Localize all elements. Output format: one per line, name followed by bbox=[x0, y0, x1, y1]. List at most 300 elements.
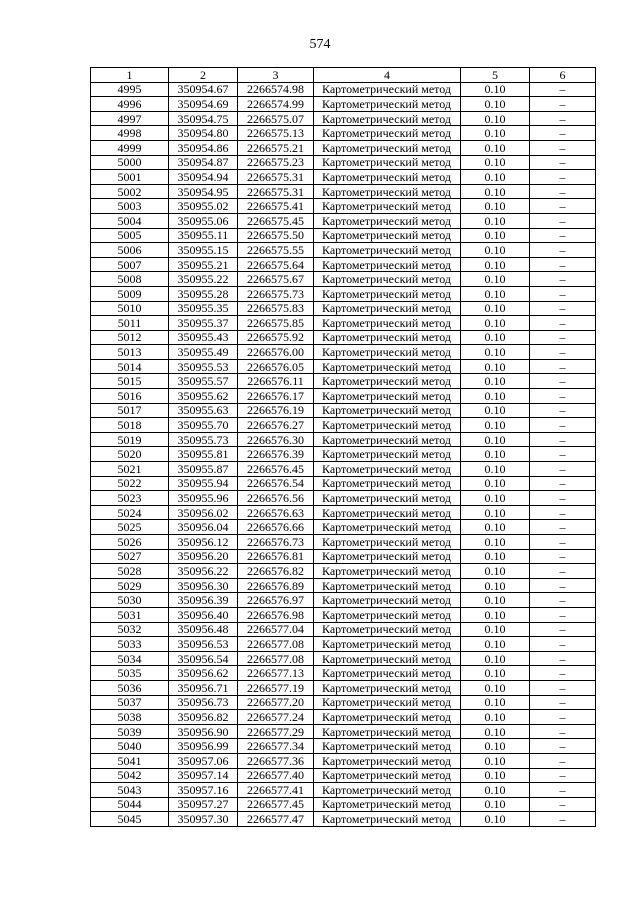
table-row bbox=[91, 680, 596, 695]
table-row bbox=[91, 753, 596, 768]
y-coordinate-cell: 2266577.47 bbox=[238, 812, 314, 827]
table-row bbox=[91, 535, 596, 550]
x-coordinate-cell: 350954.75 bbox=[169, 111, 238, 126]
point-number-cell: 5030 bbox=[91, 593, 169, 608]
y-coordinate-cell: 2266575.85 bbox=[238, 316, 314, 331]
method-cell: Картометрический метод bbox=[314, 257, 461, 272]
method-cell: Картометрический метод bbox=[314, 243, 461, 258]
x-coordinate-cell: 350956.54 bbox=[169, 651, 238, 666]
y-coordinate-cell: 2266576.19 bbox=[238, 403, 314, 418]
y-coordinate-cell: 2266577.34 bbox=[238, 739, 314, 754]
note-cell: – bbox=[530, 710, 596, 725]
x-coordinate-cell: 350957.27 bbox=[169, 797, 238, 812]
method-cell: Картометрический метод bbox=[314, 462, 461, 477]
page-number: 574 bbox=[309, 37, 331, 52]
accuracy-cell: 0.10 bbox=[461, 637, 530, 652]
method-cell: Картометрический метод bbox=[314, 213, 461, 228]
x-coordinate-cell: 350955.63 bbox=[169, 403, 238, 418]
accuracy-cell: 0.10 bbox=[461, 126, 530, 141]
table-row bbox=[91, 111, 596, 126]
x-coordinate-cell: 350954.87 bbox=[169, 155, 238, 170]
method-cell: Картометрический метод bbox=[314, 359, 461, 374]
point-number-cell: 5019 bbox=[91, 432, 169, 447]
method-cell: Картометрический метод bbox=[314, 301, 461, 316]
accuracy-cell: 0.10 bbox=[461, 316, 530, 331]
table-row bbox=[91, 607, 596, 622]
note-cell: – bbox=[530, 680, 596, 695]
point-number-cell: 5034 bbox=[91, 651, 169, 666]
point-number-cell: 5015 bbox=[91, 374, 169, 389]
point-number-cell: 5002 bbox=[91, 184, 169, 199]
table-row bbox=[91, 520, 596, 535]
x-coordinate-cell: 350954.94 bbox=[169, 170, 238, 185]
x-coordinate-cell: 350956.20 bbox=[169, 549, 238, 564]
point-number-cell: 5039 bbox=[91, 724, 169, 739]
accuracy-cell: 0.10 bbox=[461, 389, 530, 404]
y-coordinate-cell: 2266575.45 bbox=[238, 213, 314, 228]
accuracy-cell: 0.10 bbox=[461, 374, 530, 389]
table-row bbox=[91, 724, 596, 739]
method-cell: Картометрический метод bbox=[314, 753, 461, 768]
method-cell: Картометрический метод bbox=[314, 637, 461, 652]
accuracy-cell: 0.10 bbox=[461, 622, 530, 637]
method-cell: Картометрический метод bbox=[314, 593, 461, 608]
y-coordinate-cell: 2266576.00 bbox=[238, 345, 314, 360]
method-cell: Картометрический метод bbox=[314, 491, 461, 506]
note-cell: – bbox=[530, 286, 596, 301]
note-cell: – bbox=[530, 82, 596, 97]
table-row bbox=[91, 243, 596, 258]
table-row bbox=[91, 622, 596, 637]
accuracy-cell: 0.10 bbox=[461, 812, 530, 827]
x-coordinate-cell: 350956.53 bbox=[169, 637, 238, 652]
accuracy-cell: 0.10 bbox=[461, 243, 530, 258]
method-cell: Картометрический метод bbox=[314, 680, 461, 695]
accuracy-cell: 0.10 bbox=[461, 710, 530, 725]
accuracy-cell: 0.10 bbox=[461, 505, 530, 520]
accuracy-cell: 0.10 bbox=[461, 593, 530, 608]
note-cell: – bbox=[530, 753, 596, 768]
y-coordinate-cell: 2266575.92 bbox=[238, 330, 314, 345]
note-cell: – bbox=[530, 155, 596, 170]
accuracy-cell: 0.10 bbox=[461, 768, 530, 783]
note-cell: – bbox=[530, 549, 596, 564]
table-row bbox=[91, 505, 596, 520]
x-coordinate-cell: 350954.69 bbox=[169, 97, 238, 112]
x-coordinate-cell: 350955.21 bbox=[169, 257, 238, 272]
x-coordinate-cell: 350956.40 bbox=[169, 607, 238, 622]
note-cell: – bbox=[530, 330, 596, 345]
y-coordinate-cell: 2266577.08 bbox=[238, 637, 314, 652]
y-coordinate-cell: 2266575.23 bbox=[238, 155, 314, 170]
point-number-cell: 5043 bbox=[91, 783, 169, 798]
point-number-cell: 5032 bbox=[91, 622, 169, 637]
accuracy-cell: 0.10 bbox=[461, 651, 530, 666]
y-coordinate-cell: 2266576.11 bbox=[238, 374, 314, 389]
note-cell: – bbox=[530, 724, 596, 739]
table-row bbox=[91, 97, 596, 112]
y-coordinate-cell: 2266576.39 bbox=[238, 447, 314, 462]
table-row bbox=[91, 710, 596, 725]
note-cell: – bbox=[530, 316, 596, 331]
method-cell: Картометрический метод bbox=[314, 432, 461, 447]
accuracy-cell: 0.10 bbox=[461, 155, 530, 170]
x-coordinate-cell: 350955.87 bbox=[169, 462, 238, 477]
x-coordinate-cell: 350955.43 bbox=[169, 330, 238, 345]
y-coordinate-cell: 2266576.63 bbox=[238, 505, 314, 520]
point-number-cell: 5007 bbox=[91, 257, 169, 272]
method-cell: Картометрический метод bbox=[314, 535, 461, 550]
x-coordinate-cell: 350956.22 bbox=[169, 564, 238, 579]
method-cell: Картометрический метод bbox=[314, 447, 461, 462]
table-row bbox=[91, 389, 596, 404]
table-row bbox=[91, 155, 596, 170]
point-number-cell: 5022 bbox=[91, 476, 169, 491]
table-row bbox=[91, 403, 596, 418]
column-header: 6 bbox=[530, 68, 596, 83]
y-coordinate-cell: 2266577.13 bbox=[238, 666, 314, 681]
method-cell: Картометрический метод bbox=[314, 374, 461, 389]
coordinates-table bbox=[90, 67, 596, 827]
note-cell: – bbox=[530, 651, 596, 666]
table-row bbox=[91, 140, 596, 155]
note-cell: – bbox=[530, 607, 596, 622]
column-header: 4 bbox=[314, 68, 461, 83]
table-row bbox=[91, 593, 596, 608]
note-cell: – bbox=[530, 768, 596, 783]
point-number-cell: 5020 bbox=[91, 447, 169, 462]
method-cell: Картометрический метод bbox=[314, 607, 461, 622]
x-coordinate-cell: 350955.11 bbox=[169, 228, 238, 243]
x-coordinate-cell: 350956.39 bbox=[169, 593, 238, 608]
y-coordinate-cell: 2266576.81 bbox=[238, 549, 314, 564]
note-cell: – bbox=[530, 126, 596, 141]
point-number-cell: 5013 bbox=[91, 345, 169, 360]
y-coordinate-cell: 2266576.73 bbox=[238, 535, 314, 550]
method-cell: Картометрический метод bbox=[314, 389, 461, 404]
point-number-cell: 5009 bbox=[91, 286, 169, 301]
point-number-cell: 5036 bbox=[91, 680, 169, 695]
method-cell: Картометрический метод bbox=[314, 184, 461, 199]
y-coordinate-cell: 2266576.97 bbox=[238, 593, 314, 608]
method-cell: Картометрический метод bbox=[314, 520, 461, 535]
accuracy-cell: 0.10 bbox=[461, 797, 530, 812]
note-cell: – bbox=[530, 432, 596, 447]
accuracy-cell: 0.10 bbox=[461, 578, 530, 593]
x-coordinate-cell: 350955.35 bbox=[169, 301, 238, 316]
point-number-cell: 5028 bbox=[91, 564, 169, 579]
table-row bbox=[91, 199, 596, 214]
x-coordinate-cell: 350956.12 bbox=[169, 535, 238, 550]
x-coordinate-cell: 350957.06 bbox=[169, 753, 238, 768]
accuracy-cell: 0.10 bbox=[461, 695, 530, 710]
point-number-cell: 4999 bbox=[91, 140, 169, 155]
method-cell: Картометрический метод bbox=[314, 140, 461, 155]
point-number-cell: 5026 bbox=[91, 535, 169, 550]
point-number-cell: 4998 bbox=[91, 126, 169, 141]
accuracy-cell: 0.10 bbox=[461, 403, 530, 418]
x-coordinate-cell: 350955.02 bbox=[169, 199, 238, 214]
x-coordinate-cell: 350955.28 bbox=[169, 286, 238, 301]
method-cell: Картометрический метод bbox=[314, 666, 461, 681]
table-header-row bbox=[91, 68, 596, 83]
point-number-cell: 5041 bbox=[91, 753, 169, 768]
table-row bbox=[91, 491, 596, 506]
table-row bbox=[91, 257, 596, 272]
point-number-cell: 5044 bbox=[91, 797, 169, 812]
note-cell: – bbox=[530, 476, 596, 491]
method-cell: Картометрический метод bbox=[314, 170, 461, 185]
note-cell: – bbox=[530, 140, 596, 155]
point-number-cell: 5035 bbox=[91, 666, 169, 681]
note-cell: – bbox=[530, 447, 596, 462]
accuracy-cell: 0.10 bbox=[461, 418, 530, 433]
point-number-cell: 5045 bbox=[91, 812, 169, 827]
point-number-cell: 5018 bbox=[91, 418, 169, 433]
x-coordinate-cell: 350956.30 bbox=[169, 578, 238, 593]
accuracy-cell: 0.10 bbox=[461, 359, 530, 374]
x-coordinate-cell: 350955.62 bbox=[169, 389, 238, 404]
x-coordinate-cell: 350954.80 bbox=[169, 126, 238, 141]
point-number-cell: 5001 bbox=[91, 170, 169, 185]
x-coordinate-cell: 350955.70 bbox=[169, 418, 238, 433]
table-row bbox=[91, 462, 596, 477]
y-coordinate-cell: 2266576.05 bbox=[238, 359, 314, 374]
column-header: 3 bbox=[238, 68, 314, 83]
method-cell: Картометрический метод bbox=[314, 272, 461, 287]
note-cell: – bbox=[530, 637, 596, 652]
table-row bbox=[91, 213, 596, 228]
table-row bbox=[91, 170, 596, 185]
table-row bbox=[91, 432, 596, 447]
accuracy-cell: 0.10 bbox=[461, 286, 530, 301]
accuracy-cell: 0.10 bbox=[461, 739, 530, 754]
accuracy-cell: 0.10 bbox=[461, 680, 530, 695]
method-cell: Картометрический метод bbox=[314, 783, 461, 798]
accuracy-cell: 0.10 bbox=[461, 753, 530, 768]
x-coordinate-cell: 350955.57 bbox=[169, 374, 238, 389]
table-body bbox=[91, 82, 596, 826]
y-coordinate-cell: 2266576.45 bbox=[238, 462, 314, 477]
point-number-cell: 5004 bbox=[91, 213, 169, 228]
accuracy-cell: 0.10 bbox=[461, 783, 530, 798]
method-cell: Картометрический метод bbox=[314, 476, 461, 491]
point-number-cell: 5038 bbox=[91, 710, 169, 725]
method-cell: Картометрический метод bbox=[314, 82, 461, 97]
accuracy-cell: 0.10 bbox=[461, 447, 530, 462]
table-row bbox=[91, 418, 596, 433]
accuracy-cell: 0.10 bbox=[461, 549, 530, 564]
point-number-cell: 5021 bbox=[91, 462, 169, 477]
table-row bbox=[91, 184, 596, 199]
accuracy-cell: 0.10 bbox=[461, 228, 530, 243]
note-cell: – bbox=[530, 389, 596, 404]
x-coordinate-cell: 350956.82 bbox=[169, 710, 238, 725]
note-cell: – bbox=[530, 111, 596, 126]
method-cell: Картометрический метод bbox=[314, 403, 461, 418]
point-number-cell: 5029 bbox=[91, 578, 169, 593]
table-row bbox=[91, 812, 596, 827]
table-row bbox=[91, 447, 596, 462]
method-cell: Картометрический метод bbox=[314, 710, 461, 725]
y-coordinate-cell: 2266576.98 bbox=[238, 607, 314, 622]
y-coordinate-cell: 2266574.98 bbox=[238, 82, 314, 97]
column-header: 2 bbox=[169, 68, 238, 83]
note-cell: – bbox=[530, 257, 596, 272]
x-coordinate-cell: 350957.16 bbox=[169, 783, 238, 798]
accuracy-cell: 0.10 bbox=[461, 213, 530, 228]
y-coordinate-cell: 2266575.21 bbox=[238, 140, 314, 155]
point-number-cell: 5023 bbox=[91, 491, 169, 506]
y-coordinate-cell: 2266575.13 bbox=[238, 126, 314, 141]
note-cell: – bbox=[530, 695, 596, 710]
method-cell: Картометрический метод bbox=[314, 812, 461, 827]
note-cell: – bbox=[530, 593, 596, 608]
method-cell: Картометрический метод bbox=[314, 330, 461, 345]
x-coordinate-cell: 350956.62 bbox=[169, 666, 238, 681]
y-coordinate-cell: 2266574.99 bbox=[238, 97, 314, 112]
table-row bbox=[91, 301, 596, 316]
note-cell: – bbox=[530, 301, 596, 316]
note-cell: – bbox=[530, 228, 596, 243]
y-coordinate-cell: 2266576.89 bbox=[238, 578, 314, 593]
method-cell: Картометрический метод bbox=[314, 126, 461, 141]
accuracy-cell: 0.10 bbox=[461, 476, 530, 491]
x-coordinate-cell: 350955.37 bbox=[169, 316, 238, 331]
note-cell: – bbox=[530, 272, 596, 287]
x-coordinate-cell: 350955.53 bbox=[169, 359, 238, 374]
x-coordinate-cell: 350956.71 bbox=[169, 680, 238, 695]
note-cell: – bbox=[530, 374, 596, 389]
accuracy-cell: 0.10 bbox=[461, 535, 530, 550]
note-cell: – bbox=[530, 184, 596, 199]
x-coordinate-cell: 350954.67 bbox=[169, 82, 238, 97]
method-cell: Картометрический метод bbox=[314, 739, 461, 754]
point-number-cell: 5011 bbox=[91, 316, 169, 331]
x-coordinate-cell: 350956.73 bbox=[169, 695, 238, 710]
table-row bbox=[91, 316, 596, 331]
x-coordinate-cell: 350955.49 bbox=[169, 345, 238, 360]
x-coordinate-cell: 350955.81 bbox=[169, 447, 238, 462]
method-cell: Картометрический метод bbox=[314, 286, 461, 301]
x-coordinate-cell: 350955.06 bbox=[169, 213, 238, 228]
note-cell: – bbox=[530, 783, 596, 798]
table-row bbox=[91, 476, 596, 491]
column-header: 5 bbox=[461, 68, 530, 83]
method-cell: Картометрический метод bbox=[314, 564, 461, 579]
method-cell: Картометрический метод bbox=[314, 418, 461, 433]
method-cell: Картометрический метод bbox=[314, 345, 461, 360]
x-coordinate-cell: 350956.04 bbox=[169, 520, 238, 535]
table-row bbox=[91, 359, 596, 374]
y-coordinate-cell: 2266575.50 bbox=[238, 228, 314, 243]
note-cell: – bbox=[530, 812, 596, 827]
method-cell: Картометрический метод bbox=[314, 97, 461, 112]
method-cell: Картометрический метод bbox=[314, 797, 461, 812]
method-cell: Картометрический метод bbox=[314, 228, 461, 243]
accuracy-cell: 0.10 bbox=[461, 724, 530, 739]
accuracy-cell: 0.10 bbox=[461, 97, 530, 112]
x-coordinate-cell: 350957.14 bbox=[169, 768, 238, 783]
y-coordinate-cell: 2266575.41 bbox=[238, 199, 314, 214]
method-cell: Картометрический метод bbox=[314, 768, 461, 783]
table-row bbox=[91, 695, 596, 710]
method-cell: Картометрический метод bbox=[314, 155, 461, 170]
point-number-cell: 5003 bbox=[91, 199, 169, 214]
y-coordinate-cell: 2266575.67 bbox=[238, 272, 314, 287]
table-row bbox=[91, 783, 596, 798]
accuracy-cell: 0.10 bbox=[461, 564, 530, 579]
accuracy-cell: 0.10 bbox=[461, 432, 530, 447]
y-coordinate-cell: 2266577.45 bbox=[238, 797, 314, 812]
note-cell: – bbox=[530, 491, 596, 506]
x-coordinate-cell: 350955.94 bbox=[169, 476, 238, 491]
point-number-cell: 5012 bbox=[91, 330, 169, 345]
accuracy-cell: 0.10 bbox=[461, 666, 530, 681]
point-number-cell: 5025 bbox=[91, 520, 169, 535]
x-coordinate-cell: 350956.48 bbox=[169, 622, 238, 637]
x-coordinate-cell: 350954.95 bbox=[169, 184, 238, 199]
note-cell: – bbox=[530, 578, 596, 593]
table-row bbox=[91, 82, 596, 97]
note-cell: – bbox=[530, 213, 596, 228]
y-coordinate-cell: 2266576.54 bbox=[238, 476, 314, 491]
note-cell: – bbox=[530, 345, 596, 360]
y-coordinate-cell: 2266575.73 bbox=[238, 286, 314, 301]
method-cell: Картометрический метод bbox=[314, 651, 461, 666]
x-coordinate-cell: 350956.99 bbox=[169, 739, 238, 754]
point-number-cell: 5027 bbox=[91, 549, 169, 564]
note-cell: – bbox=[530, 243, 596, 258]
note-cell: – bbox=[530, 535, 596, 550]
note-cell: – bbox=[530, 97, 596, 112]
point-number-cell: 5024 bbox=[91, 505, 169, 520]
note-cell: – bbox=[530, 505, 596, 520]
accuracy-cell: 0.10 bbox=[461, 520, 530, 535]
y-coordinate-cell: 2266577.36 bbox=[238, 753, 314, 768]
accuracy-cell: 0.10 bbox=[461, 607, 530, 622]
column-header: 1 bbox=[91, 68, 169, 83]
table-row bbox=[91, 666, 596, 681]
y-coordinate-cell: 2266575.55 bbox=[238, 243, 314, 258]
point-number-cell: 5037 bbox=[91, 695, 169, 710]
note-cell: – bbox=[530, 403, 596, 418]
point-number-cell: 5005 bbox=[91, 228, 169, 243]
y-coordinate-cell: 2266576.82 bbox=[238, 564, 314, 579]
y-coordinate-cell: 2266576.30 bbox=[238, 432, 314, 447]
table-row bbox=[91, 345, 596, 360]
x-coordinate-cell: 350955.96 bbox=[169, 491, 238, 506]
table-row bbox=[91, 272, 596, 287]
point-number-cell: 5000 bbox=[91, 155, 169, 170]
table-row bbox=[91, 797, 596, 812]
y-coordinate-cell: 2266577.08 bbox=[238, 651, 314, 666]
method-cell: Картометрический метод bbox=[314, 199, 461, 214]
point-number-cell: 5014 bbox=[91, 359, 169, 374]
y-coordinate-cell: 2266577.19 bbox=[238, 680, 314, 695]
y-coordinate-cell: 2266577.24 bbox=[238, 710, 314, 725]
y-coordinate-cell: 2266576.27 bbox=[238, 418, 314, 433]
method-cell: Картометрический метод bbox=[314, 111, 461, 126]
y-coordinate-cell: 2266576.66 bbox=[238, 520, 314, 535]
table-row bbox=[91, 330, 596, 345]
table-row bbox=[91, 578, 596, 593]
accuracy-cell: 0.10 bbox=[461, 82, 530, 97]
y-coordinate-cell: 2266575.31 bbox=[238, 184, 314, 199]
accuracy-cell: 0.10 bbox=[461, 330, 530, 345]
accuracy-cell: 0.10 bbox=[461, 462, 530, 477]
note-cell: – bbox=[530, 622, 596, 637]
